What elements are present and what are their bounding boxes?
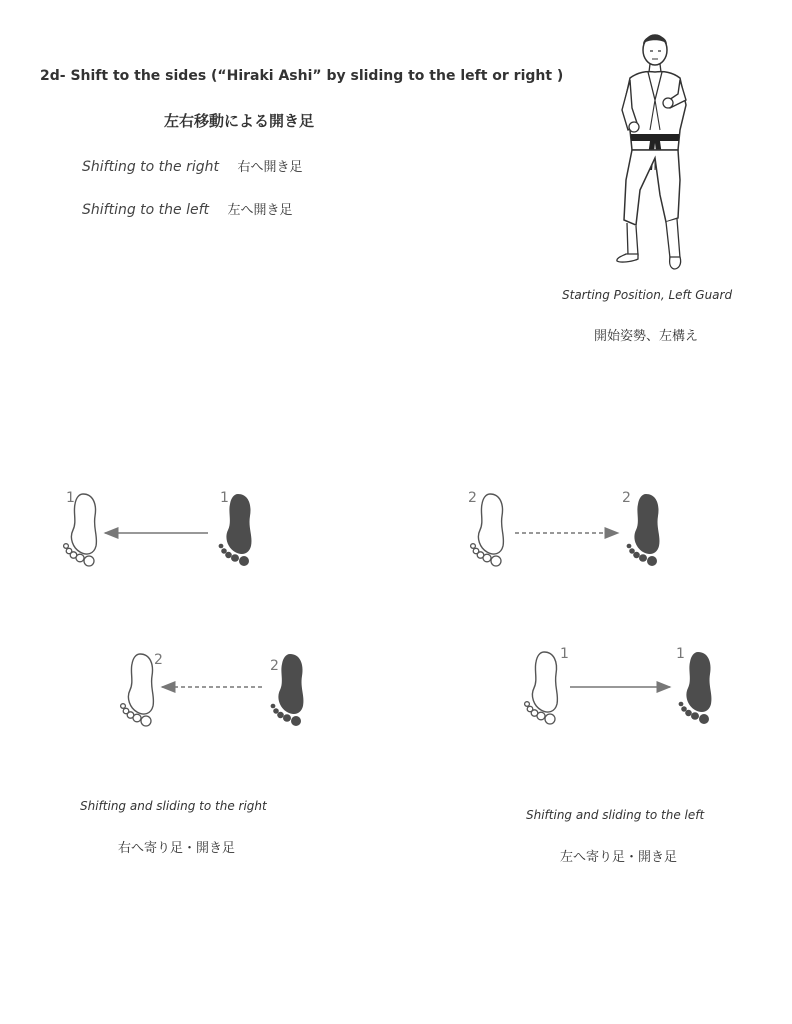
diagram-left-caption-jp: 左へ寄り足・開き足 [560,850,678,865]
shift-left-jp: 左へ開き足 [227,203,293,218]
shift-left-line [82,199,293,218]
step-label: 1 [66,490,75,506]
outline-foot [121,654,154,726]
figure-caption-jp: 開始姿勢、左構え [594,329,699,344]
shift-right-line [82,156,302,175]
shift-right-jp: 右へ開き足 [237,160,303,175]
filled-foot [627,494,660,566]
step-label: 2 [468,490,477,506]
japanese-title: 左右移動による開き足 [164,112,315,130]
diagram-right-caption-en: Shifting and sliding to the right [80,799,267,813]
figure-caption-en: Starting Position, Left Guard [562,288,733,302]
diagram-left-caption-en: Shifting and sliding to the left [526,808,705,822]
diagram-shift-left [460,480,730,730]
diagram-right-caption-jp: 右へ寄り足・開き足 [118,841,236,856]
step-label: 2 [154,652,163,668]
filled-foot [679,652,712,724]
diagram-shift-right [50,480,300,730]
step-label: 2 [270,658,279,674]
step-label: 2 [622,490,631,506]
step-label: 1 [220,490,229,506]
section-heading: 2d- Shift to the sides (“Hiraki Ashi” by sliding to the left or right ) [40,68,564,84]
karate-figure-illustration [600,30,710,275]
shift-right-en: Shifting to the right [82,159,219,175]
step-label: 1 [560,646,569,662]
outline-foot [525,652,558,724]
step-label: 1 [676,646,685,662]
shift-left-en: Shifting to the left [82,202,210,218]
